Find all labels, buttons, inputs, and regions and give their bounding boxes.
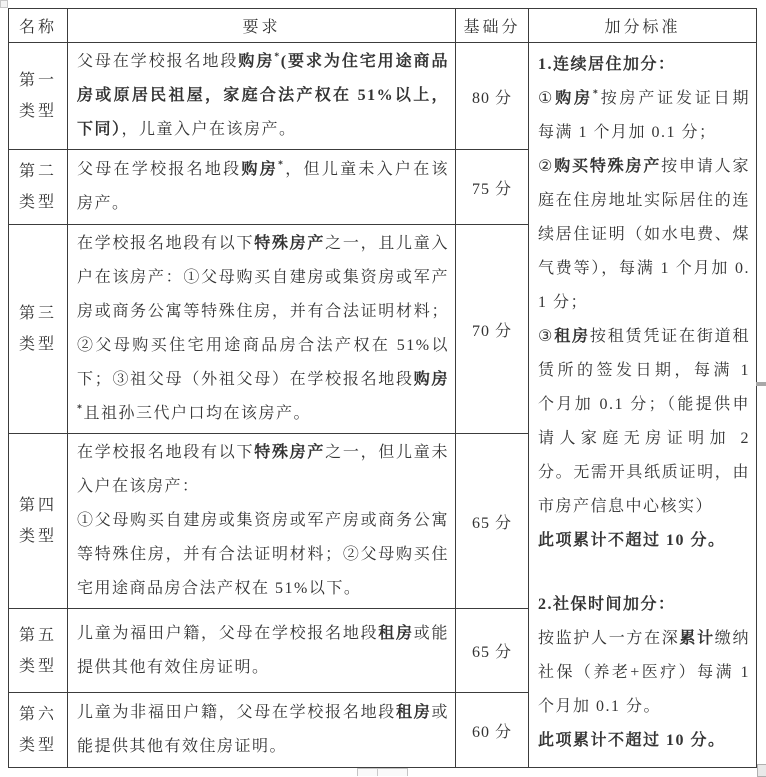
table-move-handle-icon <box>0 0 8 8</box>
table-body <box>9 43 757 768</box>
base-score-cell: 65 分 <box>456 609 529 693</box>
bonus-paragraph: ①购房*按房产证发证日期每满 1 个月加 0.1 分； <box>538 88 750 141</box>
bonus-paragraph: 2.社保时间加分： <box>538 596 676 613</box>
table-resize-handle-icon <box>757 764 766 777</box>
bonus-paragraph: 此项累计不超过 10 分。 <box>538 732 726 749</box>
col-header-base-score: 基础分 <box>456 9 529 43</box>
header-row <box>9 9 757 43</box>
type-name-cell: 第三类型 <box>9 225 68 434</box>
bonus-paragraph: 按监护人一方在深累计缴纳社保（养老+医疗）每满 1 个月加 0.1 分。 <box>538 630 750 715</box>
base-score-cell: 75 分 <box>456 150 529 225</box>
requirement-cell: 在学校报名地段有以下特殊房产之一，但儿童未入户在该房产： ①父母购买自建房或集资房或军产房或商务公寓等特殊住房，并有合法证明材料；②父母购买住宅用途商品房合法产权在 51%以下。 <box>68 434 456 609</box>
base-score-cell: 80 分 <box>456 43 529 150</box>
bonus-criteria-cell <box>529 43 757 768</box>
requirement-cell: 父母在学校报名地段购房*，但儿童未入户在该房产。 <box>68 150 456 225</box>
requirement-cell: 儿童为非福田户籍，父母在学校报名地段租房或能提供其他有效住房证明。 <box>68 693 456 768</box>
base-score-cell: 65 分 <box>456 434 529 609</box>
bonus-paragraph: 此项累计不超过 10 分。 <box>538 532 726 549</box>
requirement-cell: 父母在学校报名地段购房*(要求为住宅用途商品房或原居民祖屋，家庭合法产权在 51%以上，下同），儿童入户在该房产。 <box>68 43 456 150</box>
requirement-cell: 在学校报名地段有以下特殊房产之一，且儿童入户在该房产：①父母购买自建房或集资房或军产房或商务公寓等特殊住房，并有合法证明材料；②父母购买住宅用途商品房合法产权在 51%以下；③祖父母（外祖父母）在学校报名地段购房*且祖孙三代户口均在该房产。 <box>68 225 456 434</box>
table-row <box>9 43 757 150</box>
base-score-cell: 70 分 <box>456 225 529 434</box>
type-name-cell: 第四类型 <box>9 434 68 609</box>
type-name-cell: 第五类型 <box>9 609 68 693</box>
bonus-paragraph: ②购买特殊房产按申请人家庭在住房地址实际居住的连续居住证明（如水电费、煤气费等），每满 1 个月加 0.1 分； <box>538 158 750 311</box>
bonus-paragraph: ③租房按租赁凭证在街道租赁所的签发日期，每满 1 个月加 0.1 分；（能提供申请人家庭无房证明加 2 分。无需开具纸质证明，由市房产信息中心核实） <box>538 328 750 515</box>
base-score-cell: 60 分 <box>456 693 529 768</box>
col-header-bonus: 加分标准 <box>529 9 757 43</box>
bonus-paragraph-gap <box>538 558 750 588</box>
requirement-cell: 儿童为福田户籍，父母在学校报名地段租房或能提供其他有效住房证明。 <box>68 609 456 693</box>
type-name-cell: 第二类型 <box>9 150 68 225</box>
bonus-paragraph: 1.连续居住加分： <box>538 56 676 73</box>
type-name-cell: 第六类型 <box>9 693 68 768</box>
col-header-name: 名称 <box>9 9 68 43</box>
col-header-requirement: 要求 <box>68 9 456 43</box>
page-marker-icon <box>756 382 766 386</box>
type-name-cell: 第一类型 <box>9 43 68 150</box>
score-criteria-table <box>8 8 757 768</box>
